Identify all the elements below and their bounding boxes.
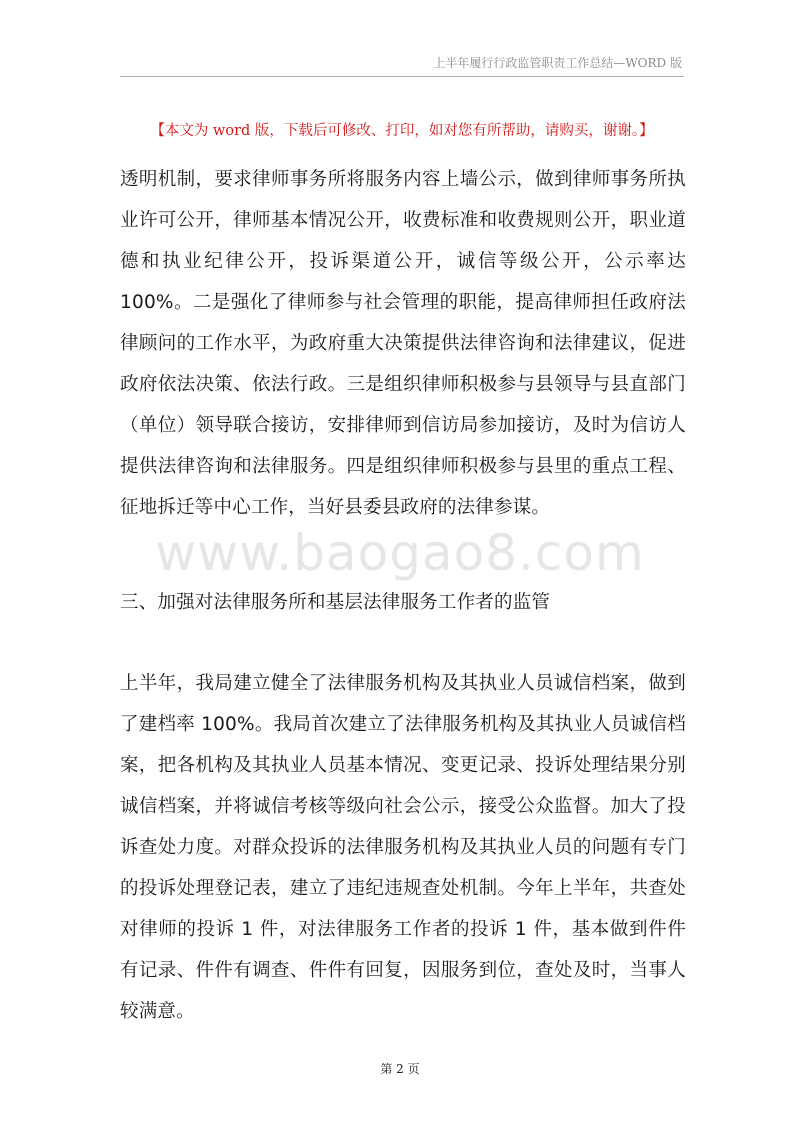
page-header-title: 上半年履行行政监管职责工作总结—WORD 版 [433,56,682,70]
body-paragraph-1: 透明机制，要求律师事务所将服务内容上墙公示，做到律师事务所执业许可公开，律师基本情况公开，收费标准和收费规则公开，职业道德和执业纪律公开，投诉渠道公开，诚信等级公开，公示率达 100%。二是强化了律师参与社会管理的职能，提高律师担任政府法律顾问的工作水平，为政府重大决策提供法律咨询和法律建议，促进政府依法决策、依法行政。三是组织律师积极参与县领导与县直部门（单位）领导联合接访，安排律师到信访局参加接访，及时为信访人提供法律咨询和法律服务。四是组织律师积极参与县里的重点工程、征地拆迁等中心工作，当好县委县政府的法律参谋。 [120,169,686,518]
section-heading: 三、加强对法律服务所和基层法律服务工作者的监管 [120,592,551,613]
site-watermark: www.baogao8.com [155,524,645,582]
page-number: 第 2 页 [380,1062,420,1076]
body-paragraph-2: 上半年，我局建立健全了法律服务机构及其执业人员诚信档案，做到了建档率 100%。我局首次建立了法律服务机构及其执业人员诚信档案，把各机构及其执业人员基本情况、变更记录、投诉处理结果分别诚信档案，并将诚信考核等级向社会公示，接受公众监督。加大了投诉查处力度。对群众投诉的法律服务机构及其执业人员的问题有专门的投诉处理登记表，建立了违纪违规查处机制。今年上半年，共查处对律师的投诉 1 件，对法律服务工作者的投诉 1 件，基本做到件件有记录、件件有调查、件件有回复，因服务到位，查处及时，当事人较满意。 [120,673,686,1022]
download-notice: 【本文为 word 版，下载后可修改、打印，如对您有所帮助，请购买，谢谢。】 [150,123,654,139]
header-divider [120,76,684,77]
